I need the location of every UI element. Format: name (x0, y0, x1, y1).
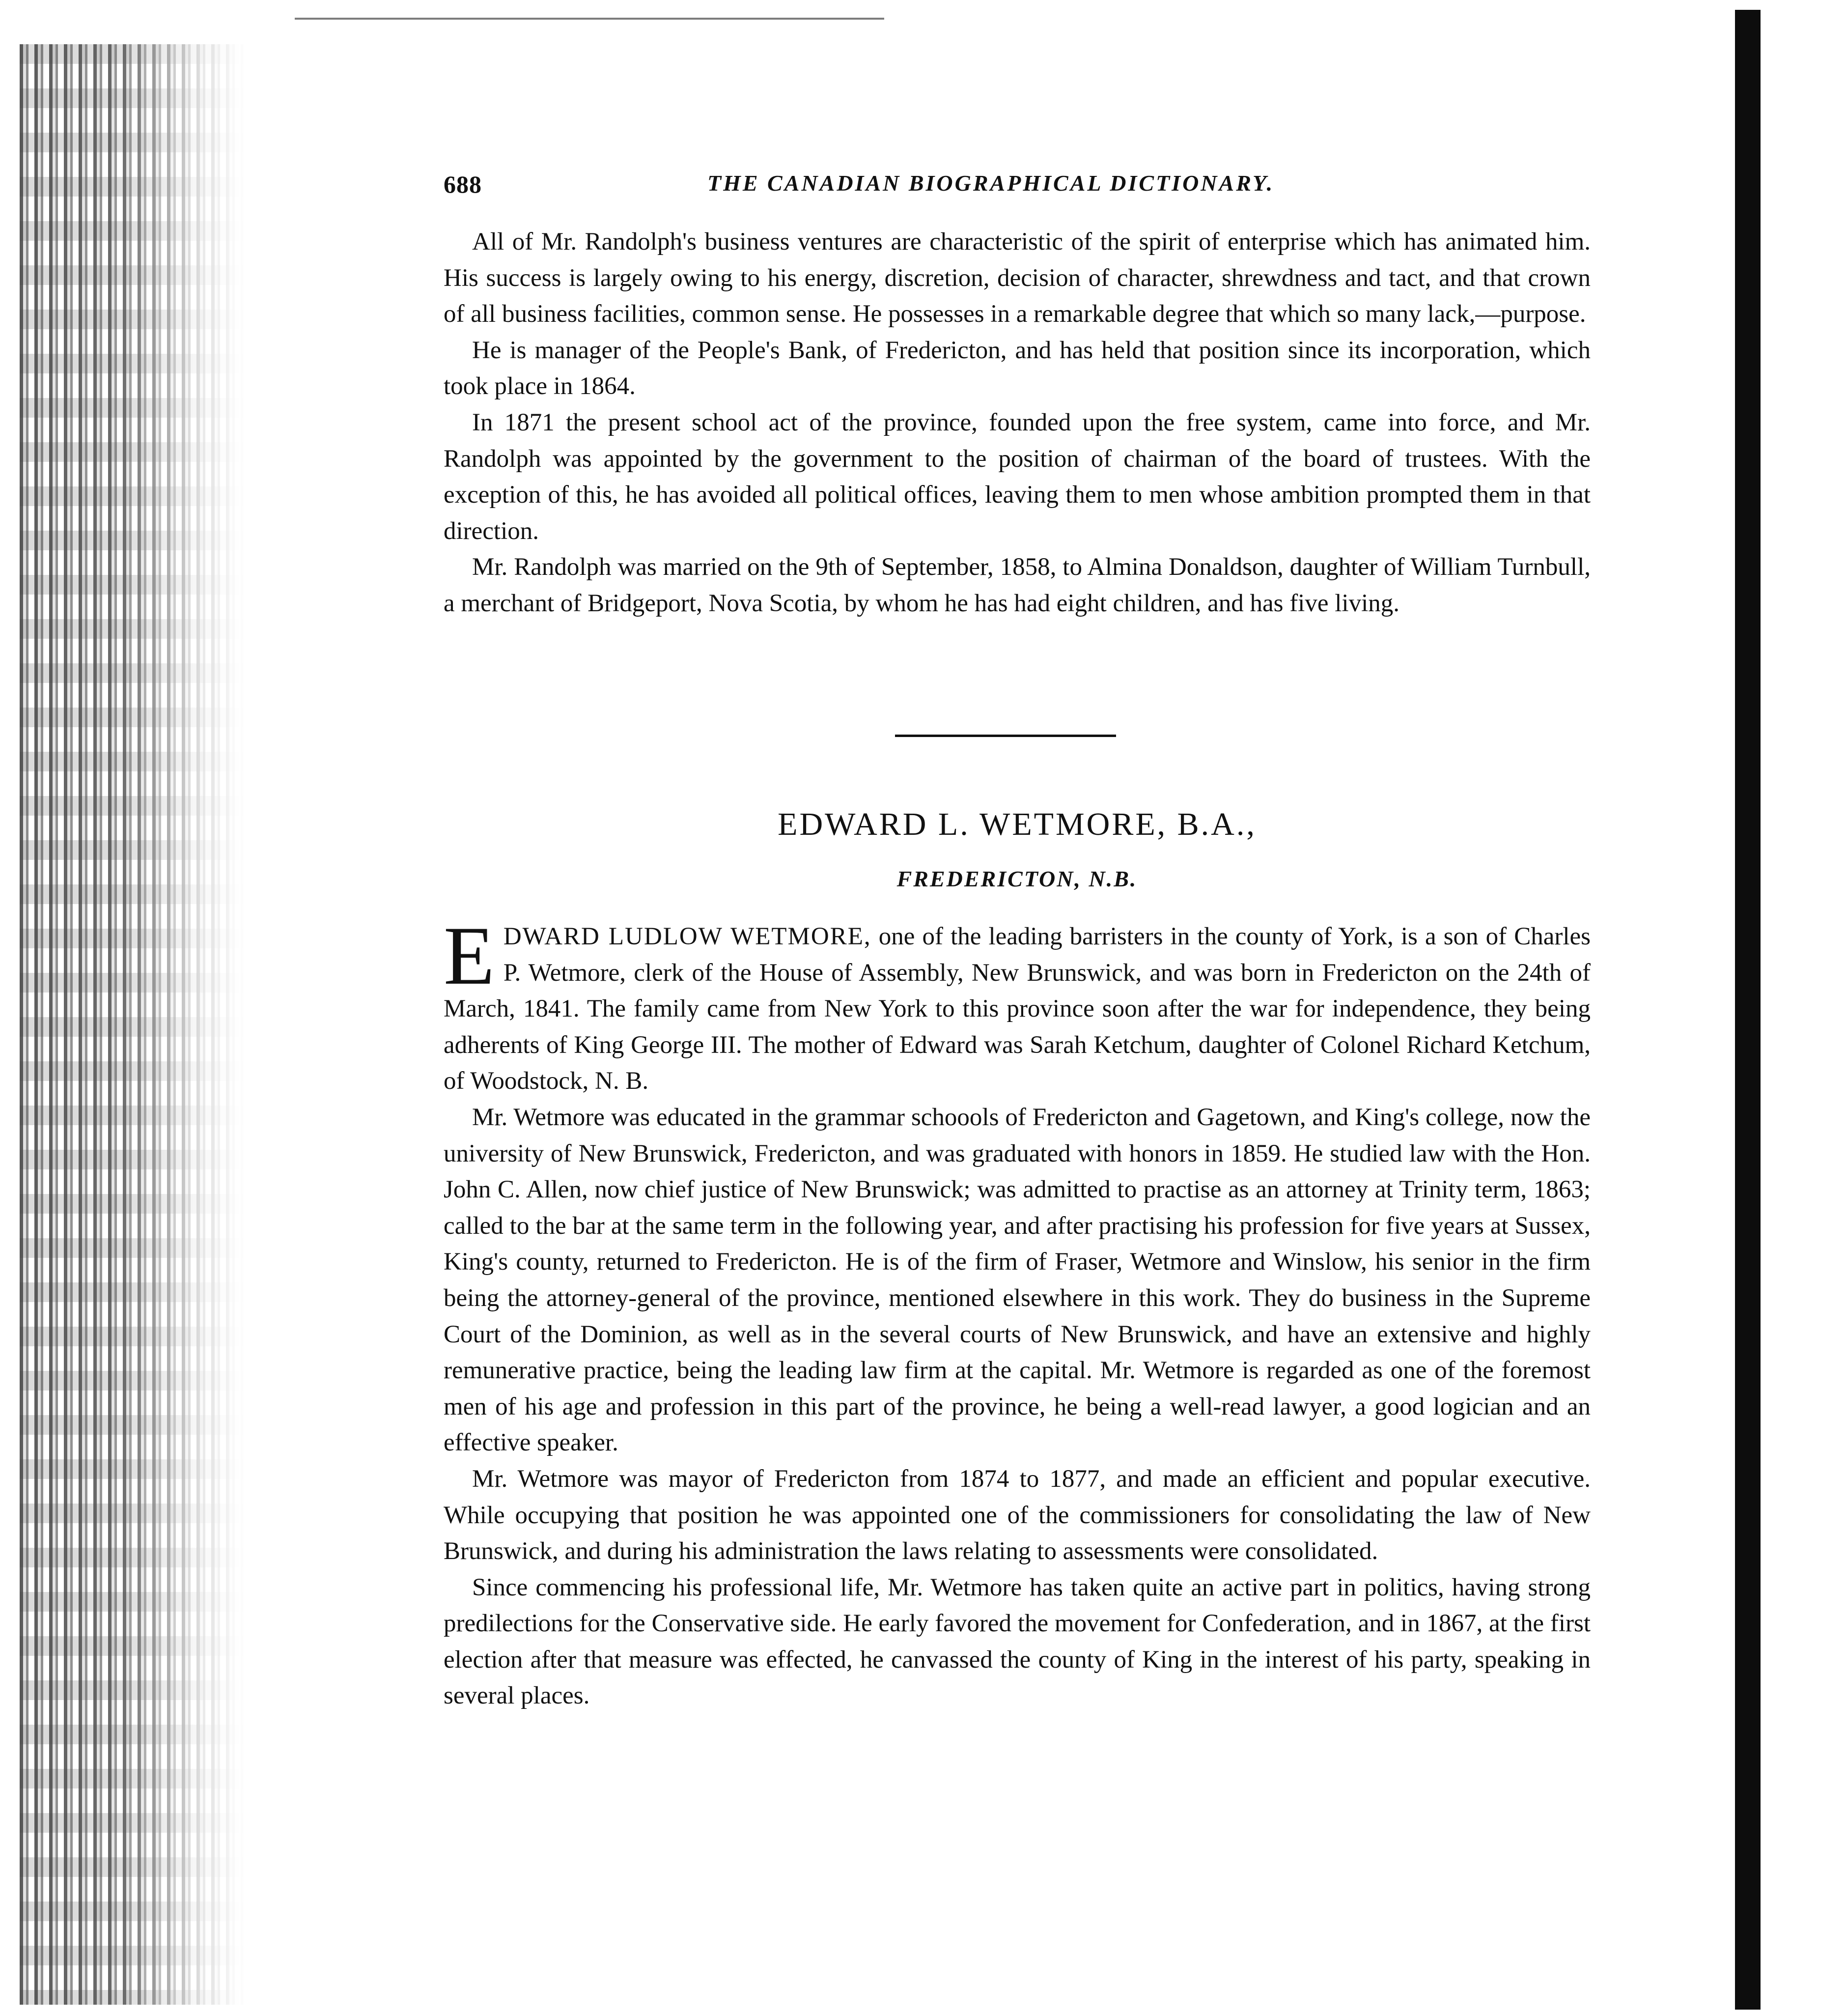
paragraph: All of Mr. Randolph's business ventures are characteristic of the spirit of enterprise which has animated him. His success is largely owing to his energy, discretion, decision of character, shrewdness and tact, and that crown of all business facilities, common sense. He possesses in a remarkable degree that which so many lack,—purpose. (444, 228, 1591, 328)
drop-cap: E (444, 909, 495, 1002)
running-title: THE CANADIAN BIOGRAPHICAL DICTIONARY. (707, 170, 1275, 196)
lead-text: one of the leading barristers in the county of York, is a son of Charles P. Wetmore, clerk of the House of Assembly, New Brunswick, and was born in Fredericton on the 24th of March, 1841. The family came from New York to this province soon after the war for independence, they being adherents of King George III. The mother of Edward was Sarah Ketchum, daughter of Colonel Richard Ketchum, of Woodstock, N. B. (444, 923, 1591, 1095)
entry-location: FREDERICTON, N.B. (896, 866, 1138, 891)
wetmore-section (444, 909, 1591, 1714)
lead-paragraph (444, 909, 1591, 1100)
paragraph: He is manager of the People's Bank, of Fredericton, and has held that position since its incorporation, which took place in 1864. (444, 336, 1591, 400)
lead-caps: DWARD LUDLOW WETMORE, (503, 923, 871, 950)
scan-edge-bar (1735, 10, 1761, 2010)
section-divider (895, 735, 1116, 737)
paragraph: Since commencing his professional life, Mr. Wetmore has taken quite an active part in politics, having strong predilections for the Conservative side. He early favored the movement for Confederation, and in 1867, at the first election after that measure was effected, he canvassed the county of King in the interest of his party, speaking in several places. (444, 1573, 1591, 1710)
page-number: 688 (444, 170, 482, 198)
paragraph: Mr. Wetmore was mayor of Fredericton from 1874 to 1877, and made an efficient and popular executive. While occupying that position he was appointed one of the commissioners for consolidating the law of New Brunswick, and during his administration the laws relating to assessments were consolidated. (444, 1465, 1591, 1565)
entry-heading: EDWARD L. WETMORE, B.A., (778, 806, 1257, 842)
randolph-section (444, 224, 1591, 622)
paragraph: Mr. Wetmore was educated in the grammar schoools of Fredericton and Gagetown, and King's college, now the university of New Brunswick, Fredericton, and was graduated with honors in 1859. He studied law with the Hon. John C. Allen, now chief justice of New Brunswick; was admitted to practise as an attorney at Trinity term, 1863; called to the bar at the same term in the following year, and after practising his profession for five years at Sussex, King's county, returned to Fredericton. He is of the firm of Fraser, Wetmore and Winslow, his senior in the firm being the attorney-general of the province, mentioned elsewhere in this work. They do business in the Supreme Court of the Dominion, as well as in the several courts of New Brunswick, and have an extensive and highly remunerative practice, being the leading law firm at the capital. Mr. Wetmore is regarded as one of the foremost men of his age and profession in this part of the province, he being a well-read lawyer, a good logician and an effective speaker. (444, 1103, 1591, 1457)
paragraph: Mr. Randolph was married on the 9th of September, 1858, to Almina Donaldson, daughter of William Turnbull, a merchant of Bridgeport, Nova Scotia, by whom he has had eight children, and has five living. (444, 553, 1591, 617)
scan-edge-line (295, 18, 884, 20)
binding-shadow (20, 44, 246, 2005)
paragraph: In 1871 the present school act of the province, founded upon the free system, came into force, and Mr. Randolph was appointed by the government to the position of chairman of the board of trustees. With the exception of this, he has avoided all political offices, leaving them to men whose ambition prompted them in that direction. (444, 408, 1591, 545)
